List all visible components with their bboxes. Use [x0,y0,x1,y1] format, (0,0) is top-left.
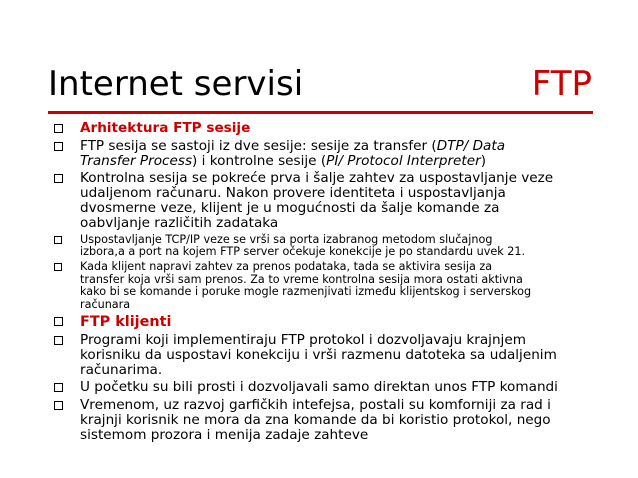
bullet-line: dvosmerne veze, klijent je u mogućnosti da šalje komande za [80,199,500,216]
bullet-line: računarima. [80,361,163,378]
hollow-square-icon [54,236,62,244]
bullet-item [52,314,600,330]
bullet-line: Vremenom, uz razvoj garfičkih intefejsa, postali su komforniji za rad i [80,397,551,414]
bullet-line: Arhitektura FTP sesije [80,120,251,136]
hollow-square-icon [54,383,63,392]
title-divider [48,111,593,114]
bullet-line: korisniku da uspostavi konekciju i vrši razmenu datoteka sa udaljenim [80,346,557,363]
bullet-line: kako bi se komande i poruke mogle razmenjivati između klijentskog i serverskog [80,285,532,299]
bullet-line: U početku su bili prosti i dozvoljavali samo direktan unos FTP komandi [80,379,558,396]
hollow-square-icon [54,263,62,271]
hollow-square-icon [54,336,63,345]
slide-topic: FTP [531,64,592,104]
bullet-item [52,234,600,259]
bullet-item [52,261,600,311]
bullet-line: Uspostavljanje TCP/IP veze se vrši sa porta izabranog metodom slučajnog [80,232,493,246]
bullet-line: udaljenom računaru. Nakon provere identiteta i uspostavljanja [80,185,506,202]
bullet-line: izbora,a a port na kojem FTP server očekuje konekcije je po standardu uvek 21. [80,244,526,258]
bullet-list [52,121,600,446]
hollow-square-icon [54,317,63,326]
hollow-square-icon [54,401,63,410]
bullet-line: Transfer Process) i kontrolne sesije (PI/ Protocol Interpreter) [80,152,487,169]
hollow-square-icon [54,124,63,133]
bullet-line: Programi koji implementiraju FTP protokol i dozvoljavaju krajnjem [80,332,526,349]
bullet-item [52,121,600,136]
bullet-line: računara [80,297,131,311]
bullet-item [52,333,600,377]
bullet-line: FTP sesija se sastoji iz dve sesije: sesije za transfer (DTP/ Data [80,137,506,154]
bullet-item [52,171,600,230]
hollow-square-icon [54,174,63,183]
bullet-item [52,398,600,442]
hollow-square-icon [54,142,63,151]
bullet-line: krajnji korisnik ne mora da zna komande da bi koristio protokol, nego [80,412,551,428]
bullet-item [52,139,600,169]
title-row [48,62,592,108]
bullet-line: FTP klijenti [80,314,172,331]
bullet-line: Kontrolna sesija se pokreće prva i šalje zahtev za uspostavljanje veze [80,170,554,187]
bullet-item [52,380,600,395]
bullet-line: transfer koja vrši sam prenos. Za to vreme kontrolna sesija mora ostati aktivna [80,272,523,286]
bullet-line: sistemom prozora i menija zadaje zahteve [80,426,369,443]
bullet-line: Kada klijent napravi zahtev za prenos podataka, tada se aktivira sesija za [80,260,493,274]
bullet-line: oabvljanje različitih zadataka [80,214,279,231]
slide-title: Internet servisi [48,64,304,104]
